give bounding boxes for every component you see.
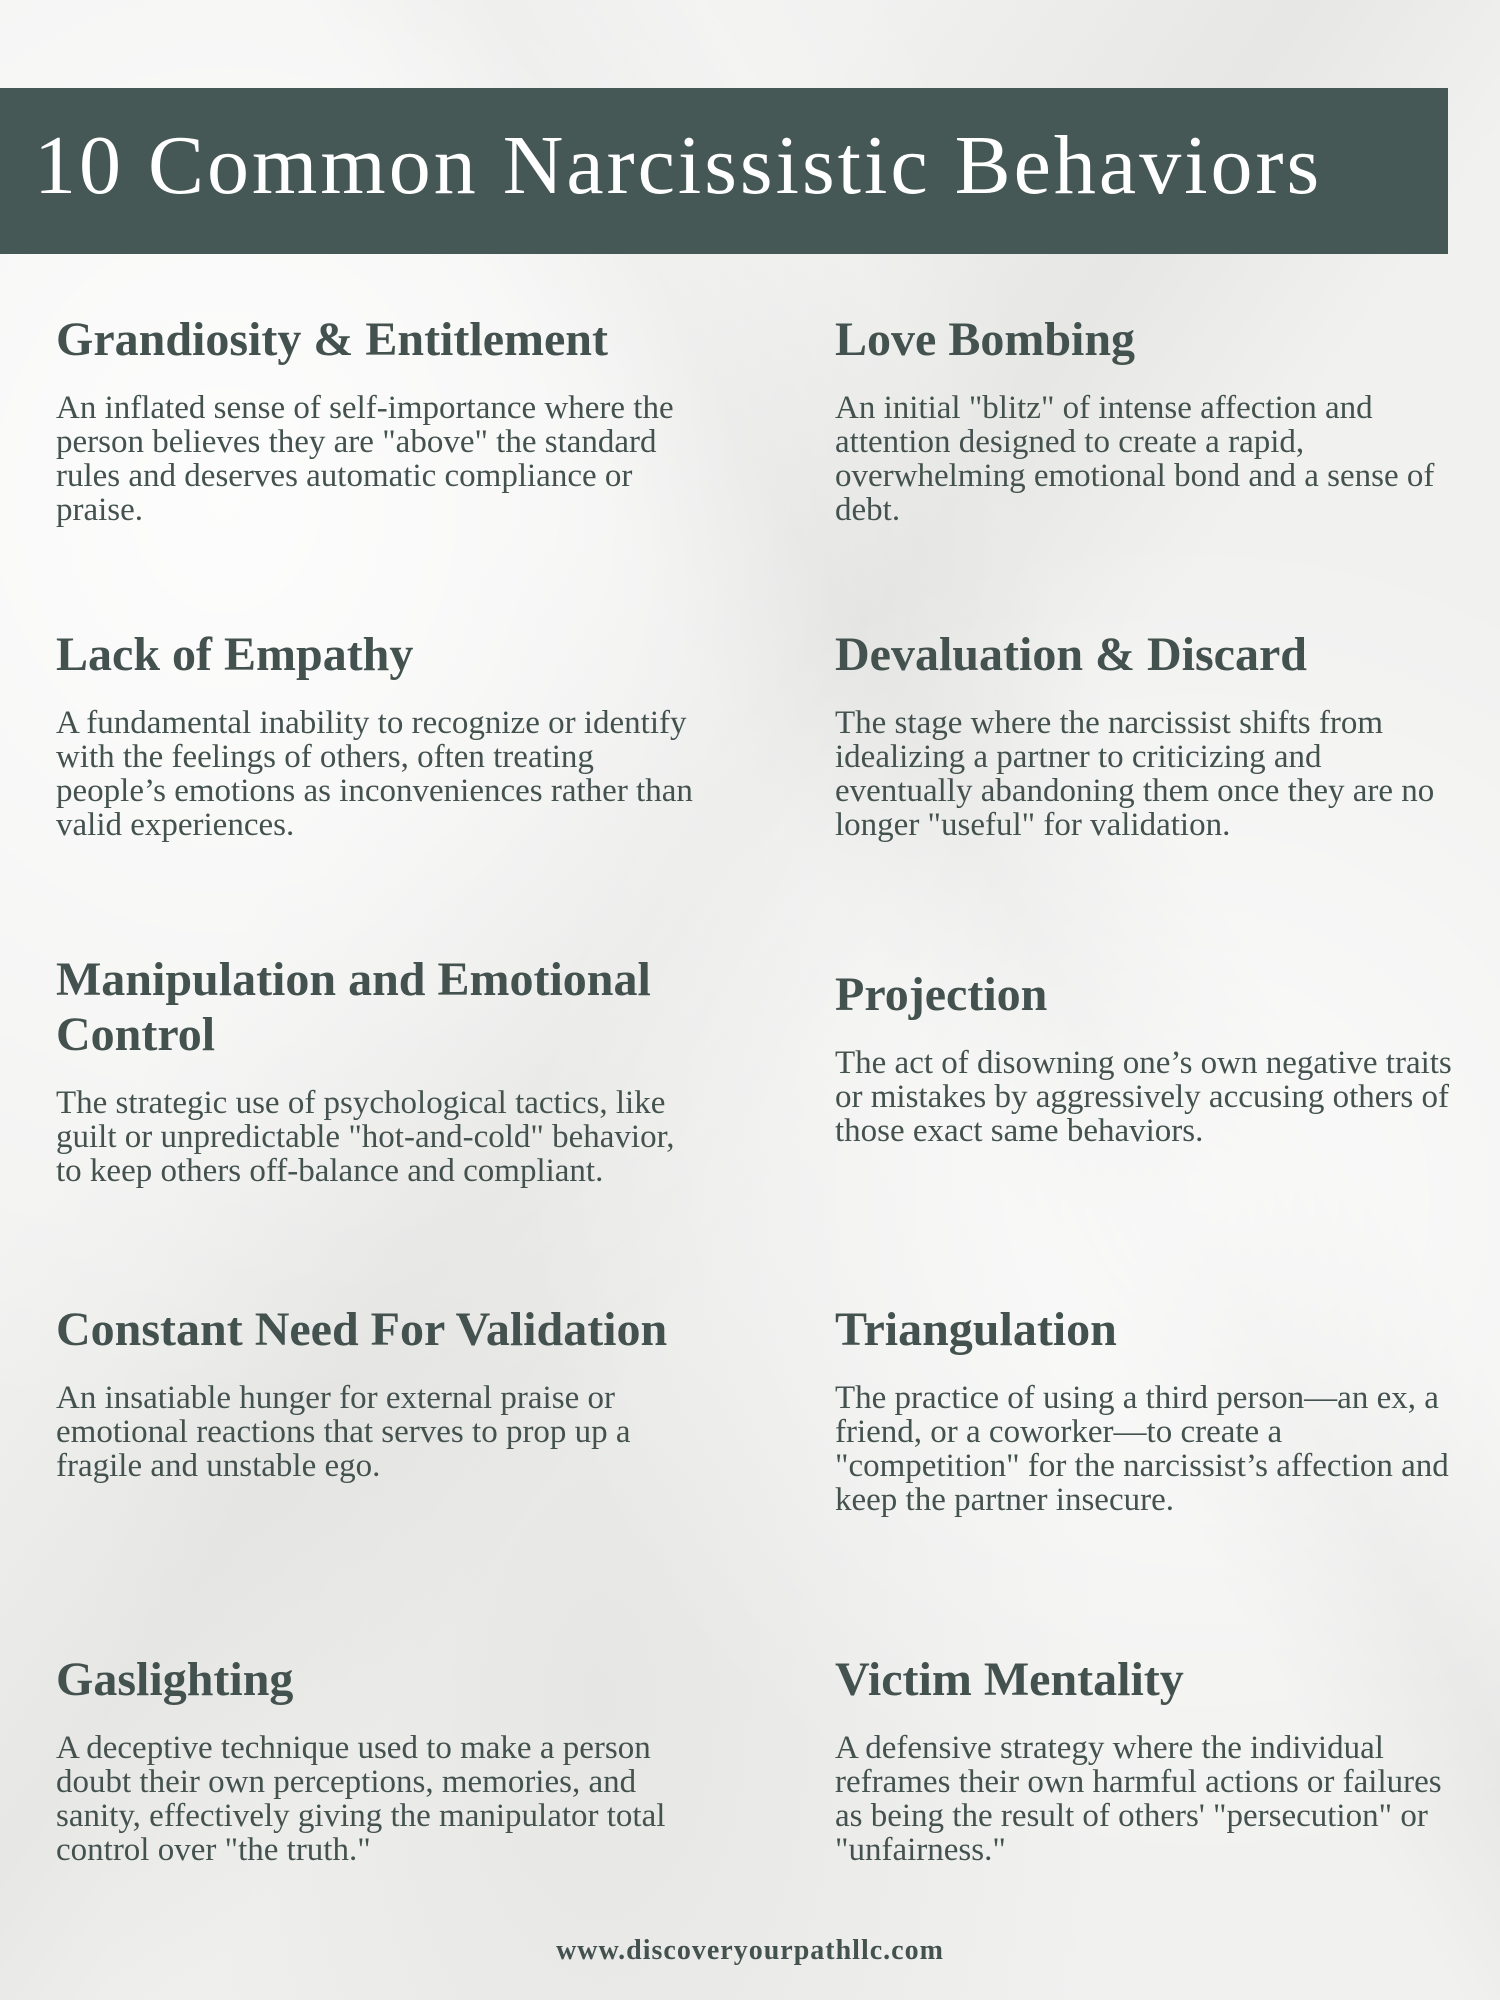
behavior-description: An initial "blitz" of intense affection and attention designed to create a rapid, overwhelming emotional bond and a sense of debt. (835, 390, 1435, 529)
behavior-heading: Constant Need For Validation (56, 1303, 668, 1356)
behavior-lack-of-empathy (56, 627, 696, 842)
behavior-description: The act of disowning one’s own negative traits or mistakes by aggressively accusing others of those exact same behaviors. (835, 1045, 1452, 1150)
behavior-victim-mentality (835, 1652, 1465, 1867)
behavior-need-for-validation (56, 1302, 696, 1483)
behavior-description: A deceptive technique used to make a person doubt their own perceptions, memories, and sanity, effectively giving the manipulator total control over "the truth." (56, 1730, 666, 1869)
behavior-heading: Victim Mentality (835, 1653, 1184, 1706)
behavior-description: A fundamental inability to recognize or identify with the feelings of others, often treating people’s emotions as inconveniences rather than valid experiences. (56, 705, 693, 844)
behavior-description: The strategic use of psychological tactics, like guilt or unpredictable "hot-and-cold" behavior, to keep others off-balance and compliant. (56, 1085, 675, 1190)
behavior-devaluation-discard (835, 627, 1465, 842)
behavior-gaslighting (56, 1652, 696, 1867)
behavior-heading: Projection (835, 968, 1048, 1021)
behavior-heading: Manipulation and Emotional Control (56, 953, 651, 1062)
behavior-description: The stage where the narcissist shifts from idealizing a partner to criticizing and eventually abandoning them once they are no longer "useful" for validation. (835, 705, 1435, 844)
footer-website-url: www.discoveryourpathllc.com (556, 1935, 944, 1966)
title-banner (0, 88, 1448, 254)
behavior-description: A defensive strategy where the individual reframes their own harmful actions or failures as being the result of others' "persecution" or "unfairness." (835, 1730, 1442, 1869)
behavior-grandiosity (56, 312, 696, 527)
behavior-heading: Grandiosity & Entitlement (56, 313, 608, 366)
behavior-heading: Gaslighting (56, 1653, 294, 1706)
behavior-description: An insatiable hunger for external praise or emotional reactions that serves to prop up a fragile and unstable ego. (56, 1380, 631, 1485)
behavior-heading: Devaluation & Discard (835, 628, 1307, 681)
behavior-projection (835, 967, 1465, 1148)
behavior-description: An inflated sense of self-importance where the person believes they are "above" the standard rules and deserves automatic compliance or praise. (56, 390, 674, 529)
behavior-love-bombing (835, 312, 1465, 527)
behavior-heading: Triangulation (835, 1303, 1117, 1356)
behavior-manipulation (56, 952, 696, 1188)
page-title: 10 Common Narcissistic Behaviors (34, 119, 1323, 212)
behavior-heading: Love Bombing (835, 313, 1136, 366)
behavior-heading: Lack of Empathy (56, 628, 414, 681)
behavior-description: The practice of using a third person—an ex, a friend, or a coworker—to create a "competition" for the narcissist’s affection and keep the partner insecure. (835, 1380, 1449, 1519)
behavior-triangulation (835, 1302, 1465, 1517)
